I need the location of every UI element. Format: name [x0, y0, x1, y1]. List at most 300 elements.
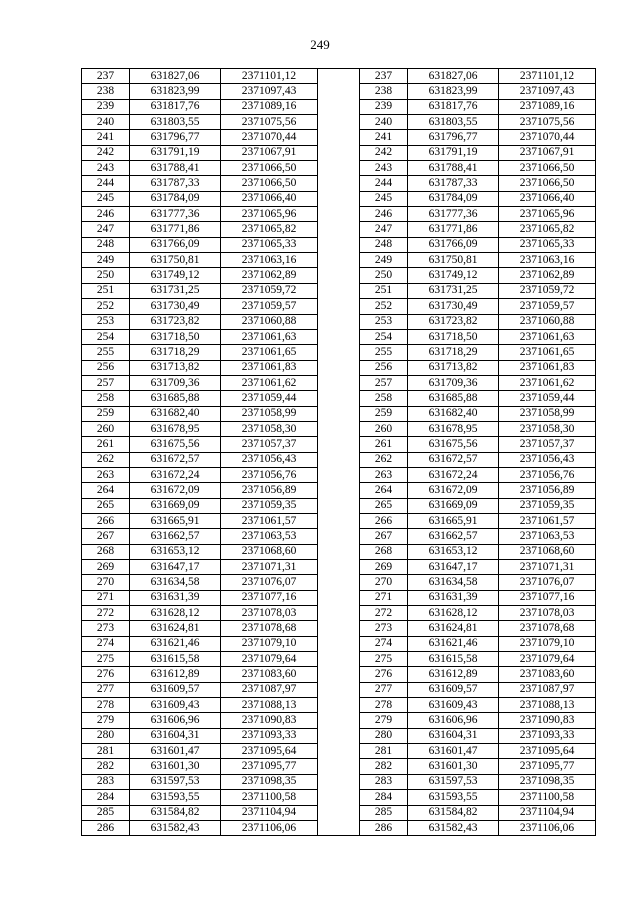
column-gap — [318, 375, 360, 390]
right-x-coordinate-cell: 631601,30 — [408, 759, 499, 774]
table-row — [82, 314, 596, 329]
right-x-coordinate-cell: 631787,33 — [408, 176, 499, 191]
right-point-number-cell: 254 — [360, 329, 408, 344]
right-x-coordinate-cell: 631606,96 — [408, 713, 499, 728]
left-x-coordinate-cell: 631718,50 — [130, 329, 221, 344]
table-row — [82, 790, 596, 805]
left-x-coordinate-cell: 631791,19 — [130, 145, 221, 160]
right-y-coordinate-cell: 2371089,16 — [499, 99, 596, 114]
left-y-coordinate-cell: 2371066,40 — [221, 191, 318, 206]
right-x-coordinate-cell: 631662,57 — [408, 529, 499, 544]
left-point-number-cell: 262 — [82, 452, 130, 467]
right-y-coordinate-cell: 2371056,43 — [499, 452, 596, 467]
column-gap — [318, 682, 360, 697]
left-y-coordinate-cell: 2371079,64 — [221, 652, 318, 667]
left-point-number-cell: 250 — [82, 268, 130, 283]
left-x-coordinate-cell: 631672,24 — [130, 467, 221, 482]
right-point-number-cell: 271 — [360, 590, 408, 605]
column-gap — [318, 544, 360, 559]
right-x-coordinate-cell: 631730,49 — [408, 299, 499, 314]
right-x-coordinate-cell: 631713,82 — [408, 360, 499, 375]
left-x-coordinate-cell: 631803,55 — [130, 115, 221, 130]
right-x-coordinate-cell: 631823,99 — [408, 84, 499, 99]
table-row — [82, 130, 596, 145]
column-gap — [318, 790, 360, 805]
left-point-number-cell: 265 — [82, 498, 130, 513]
left-x-coordinate-cell: 631784,09 — [130, 191, 221, 206]
right-x-coordinate-cell: 631796,77 — [408, 130, 499, 145]
right-y-coordinate-cell: 2371079,10 — [499, 636, 596, 651]
left-y-coordinate-cell: 2371065,33 — [221, 237, 318, 252]
right-point-number-cell: 241 — [360, 130, 408, 145]
column-gap — [318, 774, 360, 789]
right-y-coordinate-cell: 2371106,06 — [499, 820, 596, 835]
right-point-number-cell: 283 — [360, 774, 408, 789]
left-x-coordinate-cell: 631624,81 — [130, 621, 221, 636]
right-x-coordinate-cell: 631718,50 — [408, 329, 499, 344]
right-point-number-cell: 261 — [360, 437, 408, 452]
left-y-coordinate-cell: 2371061,62 — [221, 375, 318, 390]
column-gap — [318, 222, 360, 237]
left-y-coordinate-cell: 2371100,58 — [221, 790, 318, 805]
left-point-number-cell: 278 — [82, 698, 130, 713]
right-y-coordinate-cell: 2371056,76 — [499, 467, 596, 482]
right-x-coordinate-cell: 631631,39 — [408, 590, 499, 605]
right-x-coordinate-cell: 631675,56 — [408, 437, 499, 452]
table-row — [82, 652, 596, 667]
right-y-coordinate-cell: 2371097,43 — [499, 84, 596, 99]
left-point-number-cell: 283 — [82, 774, 130, 789]
left-x-coordinate-cell: 631730,49 — [130, 299, 221, 314]
right-y-coordinate-cell: 2371076,07 — [499, 575, 596, 590]
left-y-coordinate-cell: 2371057,37 — [221, 437, 318, 452]
right-x-coordinate-cell: 631672,09 — [408, 483, 499, 498]
right-x-coordinate-cell: 631685,88 — [408, 391, 499, 406]
table-row — [82, 636, 596, 651]
left-point-number-cell: 261 — [82, 437, 130, 452]
left-x-coordinate-cell: 631601,47 — [130, 744, 221, 759]
table-row — [82, 544, 596, 559]
right-point-number-cell: 240 — [360, 115, 408, 130]
right-y-coordinate-cell: 2371057,37 — [499, 437, 596, 452]
right-y-coordinate-cell: 2371061,62 — [499, 375, 596, 390]
column-gap — [318, 452, 360, 467]
right-y-coordinate-cell: 2371077,16 — [499, 590, 596, 605]
right-x-coordinate-cell: 631750,81 — [408, 253, 499, 268]
left-point-number-cell: 280 — [82, 728, 130, 743]
left-x-coordinate-cell: 631787,33 — [130, 176, 221, 191]
right-x-coordinate-cell: 631766,09 — [408, 237, 499, 252]
right-x-coordinate-cell: 631612,89 — [408, 667, 499, 682]
table-row — [82, 99, 596, 114]
left-x-coordinate-cell: 631777,36 — [130, 207, 221, 222]
right-y-coordinate-cell: 2371098,35 — [499, 774, 596, 789]
table-row — [82, 345, 596, 360]
left-y-coordinate-cell: 2371062,89 — [221, 268, 318, 283]
left-x-coordinate-cell: 631665,91 — [130, 513, 221, 528]
right-x-coordinate-cell: 631615,58 — [408, 652, 499, 667]
column-gap — [318, 483, 360, 498]
right-y-coordinate-cell: 2371068,60 — [499, 544, 596, 559]
right-y-coordinate-cell: 2371090,83 — [499, 713, 596, 728]
column-gap — [318, 621, 360, 636]
right-point-number-cell: 267 — [360, 529, 408, 544]
left-y-coordinate-cell: 2371087,97 — [221, 682, 318, 697]
left-x-coordinate-cell: 631604,31 — [130, 728, 221, 743]
left-x-coordinate-cell: 631631,39 — [130, 590, 221, 605]
left-y-coordinate-cell: 2371098,35 — [221, 774, 318, 789]
coordinates-table — [81, 68, 596, 836]
column-gap — [318, 667, 360, 682]
table-row — [82, 513, 596, 528]
left-point-number-cell: 286 — [82, 820, 130, 835]
right-x-coordinate-cell: 631827,06 — [408, 69, 499, 84]
left-y-coordinate-cell: 2371078,68 — [221, 621, 318, 636]
table-row — [82, 237, 596, 252]
table-row — [82, 744, 596, 759]
table-row — [82, 483, 596, 498]
right-x-coordinate-cell: 631609,57 — [408, 682, 499, 697]
table-row — [82, 161, 596, 176]
table-row — [82, 529, 596, 544]
table-row — [82, 283, 596, 298]
column-gap — [318, 437, 360, 452]
left-x-coordinate-cell: 631584,82 — [130, 805, 221, 820]
left-point-number-cell: 272 — [82, 606, 130, 621]
right-x-coordinate-cell: 631672,24 — [408, 467, 499, 482]
left-y-coordinate-cell: 2371089,16 — [221, 99, 318, 114]
left-point-number-cell: 285 — [82, 805, 130, 820]
left-y-coordinate-cell: 2371058,30 — [221, 421, 318, 436]
right-x-coordinate-cell: 631749,12 — [408, 268, 499, 283]
left-point-number-cell: 267 — [82, 529, 130, 544]
right-x-coordinate-cell: 631672,57 — [408, 452, 499, 467]
left-y-coordinate-cell: 2371059,57 — [221, 299, 318, 314]
left-x-coordinate-cell: 631609,57 — [130, 682, 221, 697]
right-point-number-cell: 237 — [360, 69, 408, 84]
column-gap — [318, 283, 360, 298]
left-x-coordinate-cell: 631653,12 — [130, 544, 221, 559]
left-x-coordinate-cell: 631675,56 — [130, 437, 221, 452]
left-y-coordinate-cell: 2371076,07 — [221, 575, 318, 590]
table-row — [82, 820, 596, 835]
left-x-coordinate-cell: 631669,09 — [130, 498, 221, 513]
left-point-number-cell: 271 — [82, 590, 130, 605]
right-x-coordinate-cell: 631678,95 — [408, 421, 499, 436]
right-point-number-cell: 284 — [360, 790, 408, 805]
table-row — [82, 759, 596, 774]
left-y-coordinate-cell: 2371056,89 — [221, 483, 318, 498]
left-x-coordinate-cell: 631621,46 — [130, 636, 221, 651]
left-x-coordinate-cell: 631771,86 — [130, 222, 221, 237]
right-point-number-cell: 256 — [360, 360, 408, 375]
column-gap — [318, 329, 360, 344]
left-point-number-cell: 263 — [82, 467, 130, 482]
left-point-number-cell: 255 — [82, 345, 130, 360]
left-y-coordinate-cell: 2371097,43 — [221, 84, 318, 99]
right-point-number-cell: 252 — [360, 299, 408, 314]
right-y-coordinate-cell: 2371065,82 — [499, 222, 596, 237]
column-gap — [318, 421, 360, 436]
table-row — [82, 375, 596, 390]
left-point-number-cell: 253 — [82, 314, 130, 329]
right-y-coordinate-cell: 2371063,16 — [499, 253, 596, 268]
left-y-coordinate-cell: 2371101,12 — [221, 69, 318, 84]
left-y-coordinate-cell: 2371061,65 — [221, 345, 318, 360]
left-point-number-cell: 242 — [82, 145, 130, 160]
left-x-coordinate-cell: 631634,58 — [130, 575, 221, 590]
right-y-coordinate-cell: 2371065,33 — [499, 237, 596, 252]
right-y-coordinate-cell: 2371059,72 — [499, 283, 596, 298]
left-x-coordinate-cell: 631606,96 — [130, 713, 221, 728]
right-point-number-cell: 251 — [360, 283, 408, 298]
column-gap — [318, 191, 360, 206]
column-gap — [318, 560, 360, 575]
table-row — [82, 84, 596, 99]
right-point-number-cell: 255 — [360, 345, 408, 360]
left-point-number-cell: 256 — [82, 360, 130, 375]
left-y-coordinate-cell: 2371056,43 — [221, 452, 318, 467]
right-y-coordinate-cell: 2371075,56 — [499, 115, 596, 130]
left-point-number-cell: 240 — [82, 115, 130, 130]
table-row — [82, 176, 596, 191]
column-gap — [318, 467, 360, 482]
right-point-number-cell: 242 — [360, 145, 408, 160]
right-point-number-cell: 270 — [360, 575, 408, 590]
table-row — [82, 69, 596, 84]
left-y-coordinate-cell: 2371059,35 — [221, 498, 318, 513]
right-point-number-cell: 243 — [360, 161, 408, 176]
left-y-coordinate-cell: 2371061,83 — [221, 360, 318, 375]
left-x-coordinate-cell: 631718,29 — [130, 345, 221, 360]
right-point-number-cell: 258 — [360, 391, 408, 406]
right-point-number-cell: 260 — [360, 421, 408, 436]
right-y-coordinate-cell: 2371062,89 — [499, 268, 596, 283]
left-point-number-cell: 282 — [82, 759, 130, 774]
left-y-coordinate-cell: 2371059,72 — [221, 283, 318, 298]
left-y-coordinate-cell: 2371088,13 — [221, 698, 318, 713]
column-gap — [318, 759, 360, 774]
column-gap — [318, 713, 360, 728]
left-y-coordinate-cell: 2371058,99 — [221, 406, 318, 421]
column-gap — [318, 69, 360, 84]
right-point-number-cell: 239 — [360, 99, 408, 114]
right-x-coordinate-cell: 631601,47 — [408, 744, 499, 759]
right-y-coordinate-cell: 2371059,57 — [499, 299, 596, 314]
left-x-coordinate-cell: 631750,81 — [130, 253, 221, 268]
left-y-coordinate-cell: 2371063,16 — [221, 253, 318, 268]
column-gap — [318, 161, 360, 176]
right-point-number-cell: 280 — [360, 728, 408, 743]
table-row — [82, 590, 596, 605]
left-point-number-cell: 270 — [82, 575, 130, 590]
table-row — [82, 253, 596, 268]
left-point-number-cell: 276 — [82, 667, 130, 682]
left-point-number-cell: 257 — [82, 375, 130, 390]
left-point-number-cell: 269 — [82, 560, 130, 575]
right-x-coordinate-cell: 631777,36 — [408, 207, 499, 222]
left-point-number-cell: 254 — [82, 329, 130, 344]
left-point-number-cell: 259 — [82, 406, 130, 421]
column-gap — [318, 115, 360, 130]
column-gap — [318, 820, 360, 835]
right-y-coordinate-cell: 2371066,40 — [499, 191, 596, 206]
left-x-coordinate-cell: 631609,43 — [130, 698, 221, 713]
right-x-coordinate-cell: 631718,29 — [408, 345, 499, 360]
left-point-number-cell: 264 — [82, 483, 130, 498]
left-point-number-cell: 241 — [82, 130, 130, 145]
left-x-coordinate-cell: 631749,12 — [130, 268, 221, 283]
left-x-coordinate-cell: 631766,09 — [130, 237, 221, 252]
left-x-coordinate-cell: 631615,58 — [130, 652, 221, 667]
right-point-number-cell: 273 — [360, 621, 408, 636]
column-gap — [318, 314, 360, 329]
right-point-number-cell: 266 — [360, 513, 408, 528]
left-x-coordinate-cell: 631678,95 — [130, 421, 221, 436]
table-row — [82, 437, 596, 452]
column-gap — [318, 84, 360, 99]
left-point-number-cell: 238 — [82, 84, 130, 99]
column-gap — [318, 590, 360, 605]
right-x-coordinate-cell: 631593,55 — [408, 790, 499, 805]
table-row — [82, 774, 596, 789]
left-x-coordinate-cell: 631647,17 — [130, 560, 221, 575]
right-y-coordinate-cell: 2371059,44 — [499, 391, 596, 406]
left-point-number-cell: 284 — [82, 790, 130, 805]
right-point-number-cell: 262 — [360, 452, 408, 467]
column-gap — [318, 406, 360, 421]
left-x-coordinate-cell: 631672,09 — [130, 483, 221, 498]
column-gap — [318, 606, 360, 621]
left-point-number-cell: 274 — [82, 636, 130, 651]
column-gap — [318, 299, 360, 314]
right-x-coordinate-cell: 631803,55 — [408, 115, 499, 130]
column-gap — [318, 391, 360, 406]
right-x-coordinate-cell: 631682,40 — [408, 406, 499, 421]
right-x-coordinate-cell: 631582,43 — [408, 820, 499, 835]
left-point-number-cell: 266 — [82, 513, 130, 528]
table-row — [82, 191, 596, 206]
table-row — [82, 268, 596, 283]
left-x-coordinate-cell: 631788,41 — [130, 161, 221, 176]
right-y-coordinate-cell: 2371104,94 — [499, 805, 596, 820]
left-point-number-cell: 258 — [82, 391, 130, 406]
left-point-number-cell: 237 — [82, 69, 130, 84]
left-y-coordinate-cell: 2371063,53 — [221, 529, 318, 544]
left-y-coordinate-cell: 2371075,56 — [221, 115, 318, 130]
table-row — [82, 299, 596, 314]
right-y-coordinate-cell: 2371066,50 — [499, 176, 596, 191]
left-y-coordinate-cell: 2371090,83 — [221, 713, 318, 728]
left-point-number-cell: 239 — [82, 99, 130, 114]
right-x-coordinate-cell: 631791,19 — [408, 145, 499, 160]
right-y-coordinate-cell: 2371093,33 — [499, 728, 596, 743]
table-row — [82, 222, 596, 237]
right-x-coordinate-cell: 631665,91 — [408, 513, 499, 528]
right-point-number-cell: 250 — [360, 268, 408, 283]
table-row — [82, 728, 596, 743]
right-point-number-cell: 268 — [360, 544, 408, 559]
table-row — [82, 560, 596, 575]
right-x-coordinate-cell: 631634,58 — [408, 575, 499, 590]
right-y-coordinate-cell: 2371058,30 — [499, 421, 596, 436]
left-y-coordinate-cell: 2371095,64 — [221, 744, 318, 759]
table-row — [82, 115, 596, 130]
table-row — [82, 667, 596, 682]
right-point-number-cell: 246 — [360, 207, 408, 222]
column-gap — [318, 237, 360, 252]
column-gap — [318, 498, 360, 513]
left-point-number-cell: 243 — [82, 161, 130, 176]
table-row — [82, 698, 596, 713]
left-y-coordinate-cell: 2371066,50 — [221, 161, 318, 176]
right-x-coordinate-cell: 631647,17 — [408, 560, 499, 575]
left-y-coordinate-cell: 2371077,16 — [221, 590, 318, 605]
column-gap — [318, 728, 360, 743]
table-row — [82, 805, 596, 820]
table-row — [82, 467, 596, 482]
left-x-coordinate-cell: 631582,43 — [130, 820, 221, 835]
right-point-number-cell: 285 — [360, 805, 408, 820]
left-point-number-cell: 281 — [82, 744, 130, 759]
left-y-coordinate-cell: 2371106,06 — [221, 820, 318, 835]
right-y-coordinate-cell: 2371065,96 — [499, 207, 596, 222]
table-row — [82, 713, 596, 728]
column-gap — [318, 130, 360, 145]
right-point-number-cell: 249 — [360, 253, 408, 268]
left-y-coordinate-cell: 2371079,10 — [221, 636, 318, 651]
right-point-number-cell: 269 — [360, 560, 408, 575]
right-x-coordinate-cell: 631723,82 — [408, 314, 499, 329]
left-point-number-cell: 252 — [82, 299, 130, 314]
left-x-coordinate-cell: 631672,57 — [130, 452, 221, 467]
right-y-coordinate-cell: 2371061,83 — [499, 360, 596, 375]
right-x-coordinate-cell: 631628,12 — [408, 606, 499, 621]
left-y-coordinate-cell: 2371060,88 — [221, 314, 318, 329]
right-point-number-cell: 286 — [360, 820, 408, 835]
right-x-coordinate-cell: 631669,09 — [408, 498, 499, 513]
column-gap — [318, 253, 360, 268]
right-point-number-cell: 259 — [360, 406, 408, 421]
left-x-coordinate-cell: 631796,77 — [130, 130, 221, 145]
right-y-coordinate-cell: 2371070,44 — [499, 130, 596, 145]
column-gap — [318, 805, 360, 820]
right-y-coordinate-cell: 2371061,65 — [499, 345, 596, 360]
left-y-coordinate-cell: 2371061,63 — [221, 329, 318, 344]
table-row — [82, 498, 596, 513]
column-gap — [318, 345, 360, 360]
right-x-coordinate-cell: 631604,31 — [408, 728, 499, 743]
right-y-coordinate-cell: 2371095,64 — [499, 744, 596, 759]
right-x-coordinate-cell: 631597,53 — [408, 774, 499, 789]
right-y-coordinate-cell: 2371067,91 — [499, 145, 596, 160]
left-x-coordinate-cell: 631817,76 — [130, 99, 221, 114]
left-y-coordinate-cell: 2371068,60 — [221, 544, 318, 559]
column-gap — [318, 176, 360, 191]
right-y-coordinate-cell: 2371061,63 — [499, 329, 596, 344]
right-x-coordinate-cell: 631771,86 — [408, 222, 499, 237]
left-point-number-cell: 248 — [82, 237, 130, 252]
right-y-coordinate-cell: 2371101,12 — [499, 69, 596, 84]
right-x-coordinate-cell: 631609,43 — [408, 698, 499, 713]
left-point-number-cell: 260 — [82, 421, 130, 436]
right-y-coordinate-cell: 2371066,50 — [499, 161, 596, 176]
right-point-number-cell: 257 — [360, 375, 408, 390]
right-point-number-cell: 247 — [360, 222, 408, 237]
left-point-number-cell: 279 — [82, 713, 130, 728]
right-y-coordinate-cell: 2371083,60 — [499, 667, 596, 682]
table-row — [82, 145, 596, 160]
